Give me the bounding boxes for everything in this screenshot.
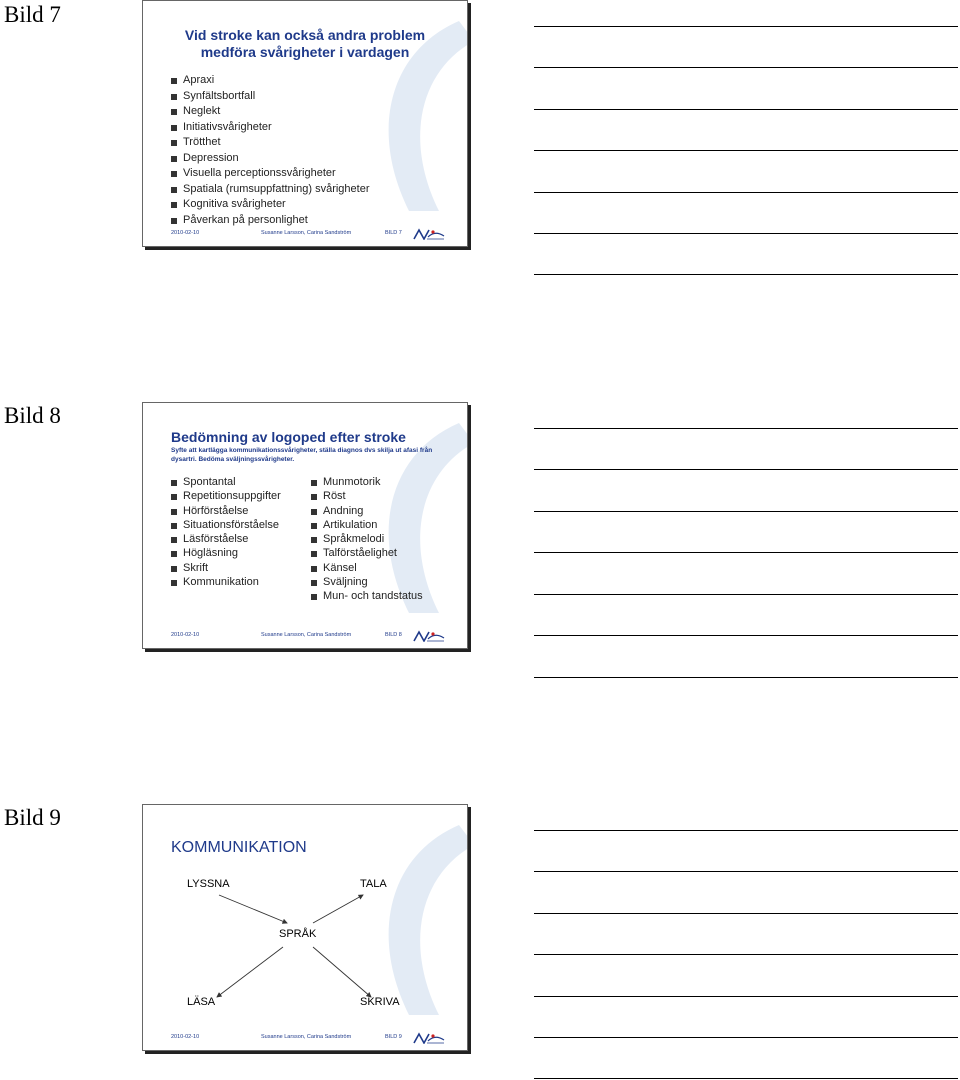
- slide-7-title: Vid stroke kan också andra problem medföra svårigheter i vardagen: [184, 27, 426, 60]
- note-line: [534, 677, 958, 678]
- list-item: Initiativsvårigheter: [171, 120, 369, 136]
- note-line: [534, 150, 958, 151]
- note-line: [534, 469, 958, 470]
- note-line: [534, 67, 958, 68]
- note-line: [534, 552, 958, 553]
- list-item: Skrift: [171, 561, 281, 575]
- slide-7-bullet-list: [171, 73, 369, 228]
- list-item: Munmotorik: [311, 475, 423, 489]
- list-item: Språkmelodi: [311, 532, 423, 546]
- slide-label-8: Bild 8: [4, 403, 61, 428]
- slide-8-right-bullet-list: [311, 475, 423, 604]
- note-line: [534, 109, 958, 110]
- diagram-node-skriva: SKRIVA: [360, 996, 400, 1008]
- note-line: [534, 233, 958, 234]
- diagram-node-lasa: LÄSA: [187, 996, 216, 1008]
- list-item: Spatiala (rumsuppfattning) svårigheter: [171, 182, 369, 198]
- slide-9-title: KOMMUNIKATION: [171, 839, 307, 856]
- list-item: Talförståelighet: [311, 546, 423, 560]
- list-item: Apraxi: [171, 73, 369, 89]
- footer-authors: Susanne Larsson, Carina Sandström: [261, 1034, 352, 1040]
- slide-9-footer: [171, 1032, 445, 1044]
- note-line: [534, 871, 958, 872]
- list-item: Repetitionsuppgifter: [171, 489, 281, 503]
- list-item: Neglekt: [171, 104, 369, 120]
- organization-logo-icon: [413, 228, 445, 240]
- footer-date: 2010-02-10: [171, 1034, 200, 1040]
- list-item: Kommunikation: [171, 575, 281, 589]
- list-item: Spontantal: [171, 475, 281, 489]
- slide-8-left-bullet-list: [171, 475, 281, 589]
- list-item: Högläsning: [171, 546, 281, 560]
- note-line: [534, 594, 958, 595]
- note-line: [534, 274, 958, 275]
- list-item: Röst: [311, 489, 423, 503]
- footer-slide-number: BILD 8: [385, 632, 402, 638]
- slide-8: [142, 402, 468, 649]
- diagram-node-lyssna: LYSSNA: [187, 878, 230, 890]
- list-item: Artikulation: [311, 518, 423, 532]
- note-line: [534, 428, 958, 429]
- slide-8-title: Bedömning av logoped efter stroke: [171, 429, 406, 445]
- list-item: Kognitiva svårigheter: [171, 197, 369, 213]
- note-line: [534, 1078, 958, 1079]
- note-line: [534, 635, 958, 636]
- list-item: Känsel: [311, 561, 423, 575]
- note-line: [534, 511, 958, 512]
- list-item: Påverkan på personlighet: [171, 213, 369, 229]
- list-item: Läsförståelse: [171, 532, 281, 546]
- list-item: Depression: [171, 151, 369, 167]
- slide-9: [142, 804, 468, 1051]
- footer-slide-number: BILD 9: [385, 1034, 402, 1040]
- footer-date: 2010-02-10: [171, 632, 200, 638]
- diagram-node-sprak: SPRÅK: [279, 928, 317, 940]
- slide-label-7: Bild 7: [4, 2, 61, 27]
- slide-8-subtitle: Syfte att kartlägga kommunikationssvårigheter, ställa diagnos dvs skilja ut afasi från dysartri. Bedöma sväljningssvårigheter.: [171, 447, 433, 463]
- note-line: [534, 996, 958, 997]
- list-item: Hörförståelse: [171, 504, 281, 518]
- note-line: [534, 830, 958, 831]
- note-line: [534, 954, 958, 955]
- list-item: Mun- och tandstatus: [311, 589, 423, 603]
- list-item: Visuella perceptionssvårigheter: [171, 166, 369, 182]
- list-item: Sväljning: [311, 575, 423, 589]
- list-item: Synfältsbortfall: [171, 89, 369, 105]
- diagram-node-tala: TALA: [360, 878, 387, 890]
- footer-authors: Susanne Larsson, Carina Sandström: [261, 632, 352, 638]
- list-item: Situationsförståelse: [171, 518, 281, 532]
- footer-slide-number: BILD 7: [385, 230, 402, 236]
- slide-label-9: Bild 9: [4, 805, 61, 830]
- note-line: [534, 913, 958, 914]
- footer-date: 2010-02-10: [171, 230, 200, 236]
- slide-8-footer: [171, 630, 445, 642]
- organization-logo-icon: [413, 630, 445, 642]
- list-item: Andning: [311, 504, 423, 518]
- note-line: [534, 1037, 958, 1038]
- slide-7-footer: [171, 228, 445, 240]
- list-item: Trötthet: [171, 135, 369, 151]
- organization-logo-icon: [413, 1032, 445, 1044]
- note-line: [534, 26, 958, 27]
- note-line: [534, 192, 958, 193]
- footer-authors: Susanne Larsson, Carina Sandström: [261, 230, 352, 236]
- slide-7: [142, 0, 468, 247]
